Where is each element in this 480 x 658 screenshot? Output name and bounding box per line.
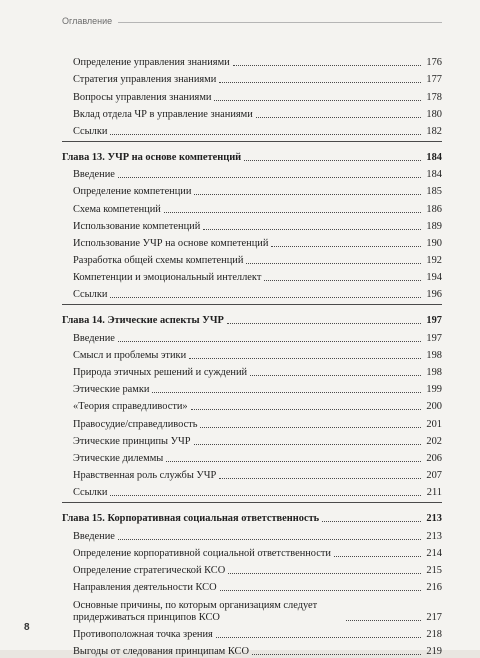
entry-page-number: 186: [426, 203, 442, 215]
entry-title: Определение корпоративной социальной ответственности: [73, 547, 331, 559]
toc-entry[interactable]: [62, 86, 442, 103]
dot-leader: [200, 427, 421, 428]
entry-title: Выгоды от следования принципам КСО: [73, 646, 249, 658]
entry-title: Вклад отдела ЧР в управление знаниями: [73, 108, 253, 120]
dot-leader: [252, 654, 421, 655]
toc-entry[interactable]: [62, 362, 442, 379]
toc-entry[interactable]: [62, 560, 442, 577]
dot-leader: [228, 573, 421, 574]
entry-page-number: 198: [426, 349, 442, 361]
dot-leader: [110, 297, 421, 298]
dot-leader: [152, 392, 421, 393]
entry-title: Этические дилеммы: [73, 452, 164, 464]
entry-page-number: 182: [426, 125, 442, 137]
entry-page-number: 178: [426, 91, 442, 103]
entry-title: Ссылки: [73, 289, 108, 301]
dot-leader: [264, 280, 421, 281]
entry-page-number: 216: [426, 582, 442, 594]
toc-entry[interactable]: [62, 164, 442, 181]
dot-leader: [246, 263, 421, 264]
dot-leader: [194, 194, 421, 195]
toc-entry[interactable]: [62, 198, 442, 215]
toc-entry[interactable]: [62, 413, 442, 430]
toc-entry[interactable]: [62, 396, 442, 413]
entry-page-number: 176: [426, 57, 442, 69]
entry-title: Определение управления знаниями: [73, 57, 230, 69]
entry-title: Стратегия управления знаниями: [73, 74, 217, 86]
dot-leader: [216, 637, 421, 638]
dot-leader: [227, 323, 421, 324]
running-header: [62, 16, 442, 26]
dot-leader: [203, 229, 421, 230]
entry-page-number: 213: [426, 530, 442, 542]
toc-entry[interactable]: [62, 121, 442, 138]
toc-entry[interactable]: [62, 233, 442, 250]
dot-leader: [219, 478, 421, 479]
toc-entry[interactable]: [62, 216, 442, 233]
dot-leader: [110, 495, 421, 496]
entry-title: Этические принципы УЧР: [73, 435, 191, 447]
entry-page-number: 197: [426, 332, 442, 344]
entry-page-number: 217: [426, 612, 442, 624]
entry-title: Введение: [73, 332, 115, 344]
toc-entry[interactable]: [62, 345, 442, 362]
dot-leader: [118, 177, 421, 178]
entry-title: Разработка общей схемы компетенций: [73, 255, 244, 267]
entry-page-number: 190: [426, 237, 442, 249]
dot-leader: [118, 341, 421, 342]
dot-leader: [191, 409, 421, 410]
toc-entry[interactable]: [62, 52, 442, 69]
dot-leader: [194, 444, 421, 445]
entry-title: Использование УЧР на основе компетенций: [73, 237, 269, 249]
dot-leader: [219, 82, 421, 83]
dot-leader: [166, 461, 421, 462]
chapter-title: Глава 15. Корпоративная социальная ответственность: [62, 513, 320, 525]
entry-page-number: 214: [426, 547, 442, 559]
toc-chapter-entry[interactable]: [62, 305, 442, 327]
entry-page-number: 185: [426, 186, 442, 198]
toc-entry[interactable]: [62, 181, 442, 198]
toc-entry[interactable]: [62, 104, 442, 121]
dot-leader: [250, 375, 421, 376]
dot-leader: [271, 246, 421, 247]
entry-page-number: 207: [426, 470, 442, 482]
toc-entry[interactable]: [62, 250, 442, 267]
entry-title: Использование компетенций: [73, 220, 201, 232]
toc-entry[interactable]: [62, 465, 442, 482]
entry-title: Основные причины, по которым организациям следует придерживаться принципов КСО: [73, 600, 318, 624]
header-rule: [118, 22, 442, 23]
entry-page-number: 215: [426, 564, 442, 576]
dot-leader: [334, 556, 421, 557]
entry-title: Смысл и проблемы этики: [73, 349, 187, 361]
entry-page-number: 201: [426, 418, 442, 430]
entry-page-number: 189: [426, 220, 442, 232]
dot-leader: [233, 65, 421, 66]
entry-page-number: 199: [426, 384, 442, 396]
entry-title: Введение: [73, 169, 115, 181]
entry-title: Противоположная точка зрения: [73, 629, 213, 641]
toc-entry[interactable]: [62, 431, 442, 448]
dot-leader: [214, 100, 421, 101]
entry-title: Правосудие/справедливость: [73, 418, 198, 430]
entry-title: Направления деятельности КСО: [73, 582, 217, 594]
toc-entry[interactable]: [62, 543, 442, 560]
dot-leader: [322, 521, 421, 522]
chapter-title: Глава 13. УЧР на основе компетенций: [62, 151, 242, 163]
entry-page-number: 177: [426, 74, 442, 86]
entry-page-number: 196: [426, 289, 442, 301]
dot-leader: [346, 620, 421, 621]
entry-page-number: 206: [426, 452, 442, 464]
dot-leader: [256, 117, 421, 118]
dot-leader: [220, 590, 421, 591]
toc-entry[interactable]: [62, 577, 442, 594]
entry-title: Ссылки: [73, 487, 108, 499]
dot-leader: [244, 160, 421, 161]
entry-page-number: 192: [426, 255, 442, 267]
dot-leader: [164, 212, 421, 213]
dot-leader: [110, 134, 421, 135]
entry-page-number: 202: [426, 435, 442, 447]
entry-title: Определение стратегической КСО: [73, 564, 226, 576]
entry-page-number: 197: [426, 315, 442, 327]
entry-title: Природа этичных решений и суждений: [73, 367, 248, 378]
toc-entry[interactable]: [62, 267, 442, 284]
entry-title: Компетенции и эмоциональный интеллект: [73, 272, 262, 284]
entry-page-number: 219: [426, 646, 442, 658]
entry-page-number: 184: [426, 151, 442, 163]
entry-title: Ссылки: [73, 125, 108, 137]
toc-chapter-entry[interactable]: [62, 142, 442, 164]
toc-entry[interactable]: [62, 284, 442, 301]
entry-page-number: 218: [426, 629, 442, 641]
dot-leader: [118, 539, 421, 540]
entry-page-number: 184: [426, 169, 442, 181]
entry-title: Этические рамки: [73, 384, 150, 396]
chapter-title: Глава 14. Этические аспекты УЧР: [62, 315, 224, 327]
table-of-contents: [62, 52, 442, 658]
entry-title: Схема компетенций: [73, 203, 161, 215]
toc-entry[interactable]: [62, 482, 442, 499]
toc-entry[interactable]: [62, 69, 442, 86]
entry-page-number: 213: [426, 513, 442, 525]
entry-page-number: 198: [426, 367, 442, 378]
toc-entry[interactable]: [62, 379, 442, 396]
page-number: 8: [24, 622, 30, 633]
toc-entry[interactable]: [62, 327, 442, 344]
entry-title: Определение компетенции: [73, 186, 192, 198]
toc-entry[interactable]: [62, 624, 442, 641]
running-header-title: Оглавление: [62, 16, 113, 26]
toc-entry[interactable]: [62, 594, 442, 624]
entry-page-number: 180: [426, 108, 442, 120]
dot-leader: [189, 358, 421, 359]
entry-page-number: 194: [426, 272, 442, 284]
toc-entry[interactable]: [62, 448, 442, 465]
entry-title: «Теория справедливости»: [73, 401, 188, 413]
entry-title: Введение: [73, 530, 115, 542]
entry-title: Вопросы управления знаниями: [73, 91, 212, 103]
entry-page-number: 200: [426, 401, 442, 413]
entry-page-number: 211: [426, 487, 442, 499]
entry-title: Нравственная роль службы УЧР: [73, 470, 217, 482]
toc-entry[interactable]: [62, 525, 442, 542]
toc-chapter-entry[interactable]: [62, 503, 442, 525]
